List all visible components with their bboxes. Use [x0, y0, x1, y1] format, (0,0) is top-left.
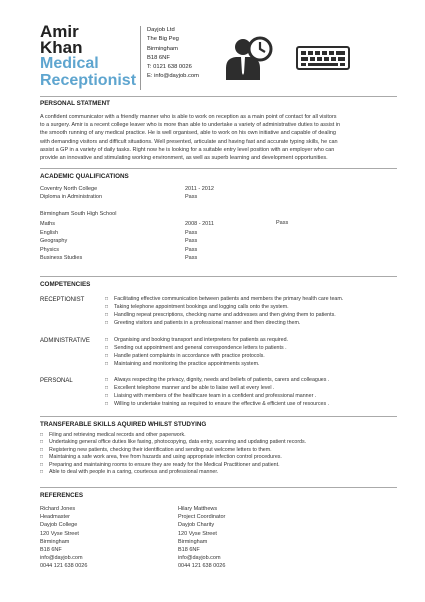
- reference-name: Hilary Matthews: [178, 506, 218, 512]
- divider: [40, 96, 397, 97]
- statement-heading: PERSONAL STATMENT: [40, 100, 110, 107]
- reference-title: Headmaster: [40, 514, 70, 521]
- result: Pass: [185, 255, 198, 262]
- keyboard-icon: [296, 46, 350, 70]
- maths-result: Pass: [276, 220, 289, 226]
- divider: [40, 276, 397, 277]
- list-item: □ Registering new patients, checking their identification and sending out welcome letters to them.: [40, 447, 306, 454]
- competency-label: ADMINISTRATIVE: [40, 338, 90, 344]
- list-item: □ Undertaking general office duties like faxing, photocopying, data entry, scanning and updating patient records.: [40, 439, 306, 446]
- statement-line: provide an innovative and stimulating working environment, as well as superb learning and development opportunities.: [40, 155, 328, 162]
- list-item: □ Facilitating effective communication between patients and members the primary health care team.: [105, 296, 343, 304]
- skills-heading: TRANSFERABLE SKILLS AQUIRED WHILST STUDYING: [40, 421, 207, 428]
- statement-text: [40, 113, 398, 162]
- result: 2008 - 2011: [185, 221, 214, 227]
- reference-org: Dayjob College: [40, 522, 78, 529]
- first-name: Amir: [40, 22, 79, 41]
- reference-postcode: B18 6NF: [40, 547, 62, 554]
- school-results: [185, 220, 214, 263]
- competencies-heading: COMPETENCIES: [40, 281, 91, 288]
- reference-street: 120 Vyse Street: [178, 530, 217, 537]
- college-years: 2011 - 2012: [185, 186, 214, 192]
- result: Pass: [185, 246, 198, 253]
- skills-list: [40, 432, 306, 476]
- college-result: Pass: [185, 194, 198, 200]
- competency-label: PERSONAL: [40, 378, 73, 384]
- divider: [40, 487, 397, 488]
- divider: [40, 416, 397, 417]
- result: Pass: [185, 229, 198, 236]
- reference-street: 120 Vyse Street: [40, 530, 79, 537]
- statement-line: A confident communicator with a friendly manner who is able to work on reception as a main point of contact for all visitors: [40, 114, 337, 120]
- statement-line: with demanding visitors and difficult situations. Well presented, articulate and having fast and accurate typing skills, he can: [40, 138, 338, 145]
- list-item: □ Organising and booking transport and interpreters for patients as required.: [105, 337, 288, 345]
- list-item: □ Liaising with members of the healthcare team in a confident and professional manner .: [105, 393, 329, 401]
- references-heading: REFERENCES: [40, 492, 84, 499]
- header-divider: [140, 26, 141, 90]
- contact-details: [147, 26, 199, 82]
- list-item: □ Excellent telephone manner and be able to liaise well at every level .: [105, 385, 329, 393]
- contact-company: Dayjob Ltd: [147, 27, 175, 33]
- list-item: □ Maintaining a safe work area, free from hazards and using appropriate infection control procedures.: [40, 454, 306, 461]
- college-course: Diploma in Administration: [40, 194, 103, 200]
- list-item: □ Taking telephone appointment bookings and logging calls onto the system.: [105, 304, 343, 312]
- reference-postcode: B18 6NF: [178, 547, 200, 554]
- divider: [40, 168, 397, 169]
- reference-title: Project Coordinator: [178, 514, 226, 521]
- reference-city: Birmingham: [178, 538, 208, 545]
- competency-list: [105, 337, 288, 369]
- reference-1: [40, 505, 87, 571]
- list-item: □ Maintaining and monitoring the practice appointments system.: [105, 361, 288, 369]
- competency-list: [105, 296, 343, 328]
- statement-line: to a surgery. Amir is a recent college leaver who is more than able to undertake a variety of administrative duties to assist in: [40, 122, 341, 129]
- competency-label: RECEPTIONIST: [40, 297, 85, 303]
- last-name: Khan: [40, 38, 83, 57]
- college-name: Coventry North College: [40, 186, 98, 192]
- contact-phone: T: 0121 638 0026: [147, 64, 192, 71]
- reference-org: Dayjob Charity: [178, 522, 215, 529]
- reference-2: [178, 505, 225, 571]
- list-item: □ Able to deal with people in a caring, courteous and professional manner.: [40, 469, 306, 476]
- list-item: □ Handle patient complaints in accordance with practice protocols.: [105, 353, 288, 361]
- subject: English: [40, 229, 59, 236]
- subject: Maths: [40, 221, 55, 227]
- list-item: □ Always respecting the privacy, dignity, needs and beliefs of patients, carers and colleagues .: [105, 377, 329, 385]
- contact-street: The Big Peg: [147, 36, 179, 43]
- job-title-line2: Receptionist: [40, 72, 137, 89]
- qualifications-heading: ACADEMIC QUALIFICATIONS: [40, 173, 129, 180]
- subject: Physics: [40, 246, 59, 253]
- list-item: □ Willing to undertake training as required to ensure the effective & efficient use of resources .: [105, 401, 329, 409]
- subject: Business Studies: [40, 255, 83, 262]
- list-item: □ Sending out appointment and general correspondence letters to patients .: [105, 345, 288, 353]
- list-item: □ Filing and retrieving medical records and other paperwork.: [40, 432, 306, 439]
- subject: Geography: [40, 238, 68, 245]
- contact-email: E: info@dayjob.com: [147, 73, 199, 80]
- reference-email: info@dayjob.com: [40, 555, 83, 562]
- school-subjects: [40, 220, 82, 263]
- statement-line: assist a GP in a variety of daily tasks. Right now he is looking for a suitable entry level position with an employer who can: [40, 146, 335, 153]
- reference-email: info@dayjob.com: [178, 555, 221, 562]
- list-item: □ Preparing and maintaining rooms to ensure they are ready for the Medical Practitioner and patient.: [40, 462, 306, 469]
- contact-city: Birmingham: [147, 45, 178, 52]
- school-name: Birmingham South High School: [40, 211, 117, 217]
- reference-name: Richard Jones: [40, 506, 76, 512]
- list-item: □ Greeting visitors and patients in a professional manner and then directing them.: [105, 320, 343, 328]
- reference-phone: 0044 121 638 0026: [178, 563, 226, 570]
- result: Pass: [185, 238, 198, 245]
- job-title-line1: Medical: [40, 55, 99, 72]
- competency-list: [105, 377, 329, 409]
- statement-line: the smooth running of any medical practice. He is well organised, able to work on his own initiative and capable of dealing: [40, 130, 336, 137]
- reference-city: Birmingham: [40, 538, 70, 545]
- reference-phone: 0044 121 638 0026: [40, 563, 88, 570]
- contact-postcode: B18 6NF: [147, 54, 170, 61]
- list-item: □ Handling repeat prescriptions, checking name and addresses and then giving them to patients.: [105, 312, 343, 320]
- clock-icon: [247, 36, 273, 62]
